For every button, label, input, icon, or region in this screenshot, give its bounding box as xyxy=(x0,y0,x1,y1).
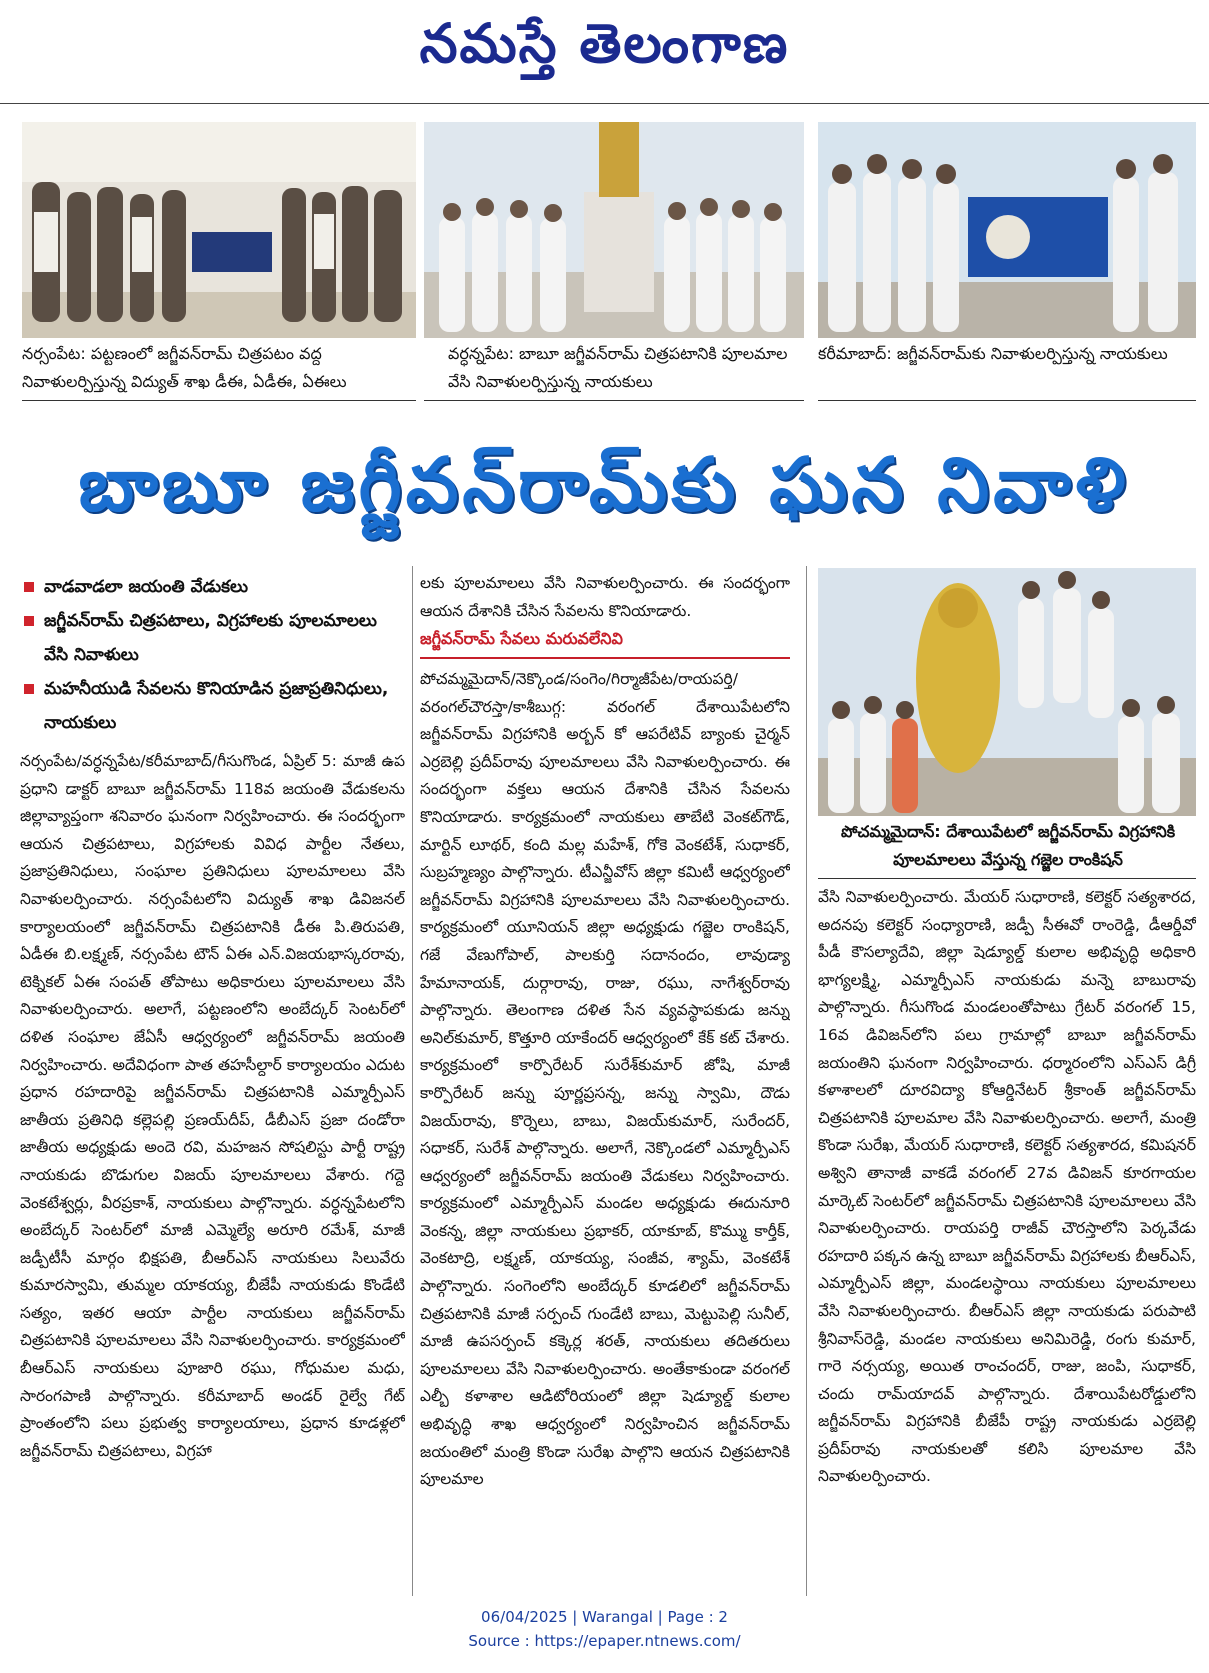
article-column-3 xyxy=(818,884,1196,1596)
highlights-list xyxy=(20,570,405,740)
masthead xyxy=(0,0,1209,104)
highlight-item: మహనీయుడి సేవలను కొనియాడిన ప్రజాప్రతినిధులు, నాయకులు xyxy=(20,672,405,740)
article-text: లకు పూలమాలలు వేసి నివాళులర్పించారు. ఈ సందర్భంగా ఆయన దేశానికి చేసిన సేవలను కొనియాడారు. xyxy=(420,574,790,620)
photo-caption-pochammamaidan: పోచమ్మమైదాన్: దేశాయిపేటలో జగ్జీవన్‌రామ్ విగ్రహానికి పూలమాలలు వేస్తున్న గజ్జెల రాంకిషన్ xyxy=(840,822,1176,869)
photo-caption-karimabad: కరీమాబాద్: జగ్జీవన్‌రామ్‌కు నివాళులర్పిస్తున్న నాయకులు xyxy=(818,344,1168,363)
newspaper-name: నమస్తే తెలంగాణ xyxy=(419,12,790,75)
article-column-2 xyxy=(420,666,790,1596)
photo-caption-wardhannapet: వర్ధన్నపేట: బాబూ జగ్జీవన్‌రామ్ చిత్రపటానికి పూలమాల వేసి నివాళులర్పిస్తున్న నాయకులు xyxy=(448,344,788,391)
highlight-item: జగ్జీవన్‌రామ్ చిత్రపటాలు, విగ్రహాలకు పూలమాలలు వేసి నివాళులు xyxy=(20,604,405,672)
photo-narsampet xyxy=(22,122,416,338)
footer xyxy=(0,1605,1209,1653)
headline: బాబూ జగ్జీవన్‌రామ్‌కు ఘన నివాళి xyxy=(78,442,1130,528)
photo-wardhannapet xyxy=(424,122,804,338)
edition-info: 06/04/2025 | Warangal | Page : 2 xyxy=(481,1608,728,1626)
article-text: నర్సంపేట/వర్ధన్నపేట/కరీమాబాద్/గీసుగొండ, ఏప్రిల్ 5: మాజీ ఉప ప్రధాని డాక్టర్ బాబూ జగ్జీవన్‌రామ్ 118వ జయంతి వేడుకలను జిల్లావ్యాప్తంగా శనివారం ఘనంగా నిర్వహించారు. ఈ సందర్భంగా ఆయన చిత్రపటాలు, విగ్రహాలకు వివిధ పార్టీల నేతలు, ప్రజాప్రతినిధులు, సంఘాల ప్రతినిధులు పూలమాలలు వేసి నివాళులర్పించారు. నర్సంపేటలోని విద్యుత్ శాఖ డివిజనల్ కార్యాలయంలో జగ్జీవన్‌రామ్ చిత్రపటానికి డీఈ పి.తిరుపతి, ఏడీఈ బి.లక్ష్మణ్, నర్సంపేట టౌన్ ఏఈ ఎన్.విజయభాస్కరరావు, టెక్నికల్ ఏఈ సంపత్ తోపాటు అధికారులు పూలమాలలు వేసి నివాళులర్పించారు. అలాగే, పట్టణంలోని అంబేద్కర్ సెంటర్‌లో దళిత సంఘాల జేఏసీ ఆధ్వర్యంలో జగ్జీవన్‌రామ్ జయంతి నిర్వహించారు. అదేవిధంగా పాత తహసీల్దార్ కార్యాలయం ఎదుట ప్రధాన రహదారిపై జగ్జీవన్‌రామ్ చిత్రపటానికి ఎమ్మార్పీఎస్ జాతీయ ప్రతినిధి కల్లెపల్లి ప్రణయ్‌దీప్, డీబీఎస్ ప్రజా దండోరా జాతీయ అధ్యక్షుడు అందె రవి, మహజన సోషలిస్టు పార్టీ రాష్ట్ర నాయకుడు బొడుగుల విజయ్ పూలమాలలు వేశారు. గద్దె వెంకటేశ్వర్లు, వీరప్రకాశ్, నాయకులు పాల్గొన్నారు. వర్ధన్నపేటలోని అంబేద్కర్ సెంటర్‌లో మాజీ ఎమ్మెల్యే అరూరి రమేశ్, మాజీ జడ్పీటీసీ మార్గం భిక్షపతి, బీఆర్‌ఎస్ నాయకులు సిలువేరు కుమారస్వామి, తుమ్మల యాకయ్య, బీజేపీ నాయకుడు కొండేటి సత్యం, ఇతర ఆయా పార్టీల నాయకులు జగ్జీవన్‌రామ్ చిత్రపటానికి పూలమాలలు వేసి నివాళులర్పించారు. కార్యక్రమంలో బీఆర్‌ఎస్ నాయకులు పూజారి రఘు, గోధుమల మధు, సారంగపాణి పాల్గొన్నారు. కరీమాబాద్ అండర్ రైల్వే గేట్ ప్రాంతంలోని పలు ప్రభుత్వ కార్యాలయాలు, ప్రధాన కూడళ్లలో జగ్జీవన్‌రామ్ చిత్రపటాలు, విగ్రహా xyxy=(20,752,405,1460)
photo-karimabad xyxy=(818,122,1196,338)
article-text: వేసి నివాళులర్పించారు. మేయర్ సుధారాణి, కలెక్టర్ సత్యశారద, అదనపు కలెక్టర్ సంధ్యారాణి, జడ్పీ సీఈవో రాంరెడ్డి, డీఆర్డీవో పీడీ కౌసల్యాదేవి, జిల్లా షెడ్యూల్డ్ కులాల అభివృద్ధి అధికారి భాగ్యలక్ష్మి, ఎమ్మార్పీఎస్ నాయకుడు మన్నె బాబురావు పాల్గొన్నారు. గీసుగొండ మండలంతోపాటు గ్రేటర్ వరంగల్ 15, 16వ డివిజన్‌లోని పలు గ్రామాల్లో బాబూ జగ్జీవన్‌రామ్ జయంతిని ఘనంగా నిర్వహించారు. ధర్మారంలోని ఎస్‌ఎస్ డిగ్రీ కళాశాలలో దూరవిద్యా కోఆర్డినేటర్ శ్రీకాంత్ జగ్జీవన్‌రామ్ చిత్రపటానికి పూలమాల వేసి నివాళులర్పించారు. అలాగే, మంత్రి కొండా సురేఖ, మేయర్ సుధారాణి, కలెక్టర్ సత్యశారద, కమిషనర్ అశ్విని తానాజీ వాకడే వరంగల్ 27వ డివిజన్ కూరగాయల మార్కెట్ సెంటర్‌లో జగ్జీవన్‌రామ్ చిత్రపటానికి పూలమాలలు వేసి నివాళులర్పించారు. రాయపర్తి రాజీవ్ చౌరస్తాలోని పెర్కవేడు రహదారి పక్కన ఉన్న బాబూ జగ్జీవన్‌రామ్ విగ్రహాలకు బీఆర్‌ఎస్, ఎమ్మార్పీఎస్ జిల్లా, మండలస్థాయి నాయకులు పూలమాలలు వేసి నివాళులర్పించారు. బీఆర్‌ఎస్ జిల్లా నాయకుడు పరుపాటి శ్రీనివాస్‌రెడ్డి, మండల నాయకులు అనిమిరెడ్డి, రంగు కుమార్, గారె నర్సయ్య, అయిత రాంచందర్, రాజు, జంపి, సుధాకర్, చందు రామ్‌యాదవ్ పాల్గొన్నారు. దేశాయిపేటరోడ్డులోని జగ్జీవన్‌రామ్ విగ్రహానికి బీజేపీ రాష్ట్ర నాయకుడు ఎర్రబెల్లి ప్రదీప్‌రావు నాయకులతో కలిసి పూలమాల వేసి నివాళులర్పించారు. xyxy=(818,888,1196,1486)
article-column-1 xyxy=(20,748,405,1598)
article-text: పోచమ్మమైదాన్/నెక్కొండ/సంగెం/గిర్మాజీపేట/రాయపర్తి/వరంగల్‌చౌరస్తా/కాశీబుగ్గ: వరంగల్ దేశాయిపేటలోని జగ్జీవన్‌రామ్ విగ్రహానికి అర్బన్ కో ఆపరేటివ్ బ్యాంకు చైర్మన్ ఎర్రబెల్లి ప్రదీప్‌రావు పూలమాలలు వేసి నివాళులర్పించారు. ఈ సందర్భంగా వక్తలు ఆయన దేశానికి చేసిన సేవలను కొనియాడారు. కార్యక్రమంలో నాయకులు తాబేటి వెంకట్‌గౌడ్, మార్టిన్ లూథర్, కంది మల్ల మహేశ్, గోకె వెంకటేశ్, సుధాకర్, సుబ్రహ్మణ్యం పాల్గొన్నారు. టీఎన్జీవోస్ జిల్లా కమిటీ ఆధ్వర్యంలో జగ్జీవన్‌రామ్ విగ్రహానికి పూలమాలలు వేసి నివాళులర్పించారు. కార్యక్రమంలో యూనియన్ జిల్లా అధ్యక్షుడు గజ్జెల రాంకిషన్, గజే వేణుగోపాల్, పాలకుర్తి సదానందం, లావుడ్యా హేమానాయక్, దుర్గారావు, రాజు, రఘు, నాగేశ్వర్‌రావు పాల్గొన్నారు. తెలంగాణ దళిత సేన వ్యవస్థాపకుడు జన్ను అనిల్‌కుమార్, కొత్తూరి యాకేందర్ ఆధ్వర్యంలో కేక్ కట్ చేశారు. కార్యక్రమంలో కార్పొరేటర్ సురేశ్‌కుమార్ జోషి, మాజీ కార్పొరేటర్ జన్ను పూర్ణప్రసన్న, జన్ను స్వామి, దౌడు విజయ్‌రావు, కొర్నెలు, బాబు, విజయ్‌కుమార్, సురేందర్, సధాకర్, సురేశ్ పాల్గొన్నారు. అలాగే, నెక్కొండలో ఎమ్మార్పీఎస్ ఆధ్వర్యంలో జగ్జీవన్‌రామ్ జయంతి వేడుకలు నిర్వహించారు. కార్యక్రమంలో ఎమ్మార్పీఎస్ మండల అధ్యక్షుడు ఈదునూరి వెంకన్న, జిల్లా నాయకులు ప్రభాకర్, యాకూబ్, కొమ్ము కార్తీక్, వెంకటాద్రి, లక్ష్మణ్, యాకయ్య, సంజీవ, శ్యామ్, వెంకటేశ్ పాల్గొన్నారు. సంగెంలోని అంబేద్కర్ కూడలిలో జగ్జీవన్‌రామ్ చిత్రపటానికి మాజీ సర్పంచ్ గుండేటి బాబు, మెట్టుపెల్లి సునీల్, మాజీ ఉపసర్పంచ్ కక్కెర్ల శరత్, నాయకులు తదితరులు పూలమాలలు వేసి నివాళులర్పించారు. అంతేకాకుండా వరంగల్ ఎల్బీ కళాశాల ఆడిటోరియంలో జిల్లా షెడ్యూల్డ్ కులాల అభివృద్ధి శాఖ ఆధ్వర్యంలో నిర్వహించిన జగ్జీవన్‌రామ్ జయంతిలో మంత్రి కొండా సురేఖ పాల్గొని ఆయన చిత్రపటానికి పూలమాల xyxy=(420,670,790,1489)
article-column-2-top xyxy=(420,570,790,626)
subheading: జగ్జీవన్‌రామ్ సేవలు మరువలేనివి xyxy=(420,629,623,648)
photo-pochammamaidan xyxy=(818,568,1196,816)
source-link[interactable]: Source : https://epaper.ntnews.com/ xyxy=(468,1632,741,1650)
photo-caption-narsampet: నర్సంపేట: పట్టణంలో జగ్జీవన్‌రామ్ చిత్రపటం వద్ద నివాళులర్పిస్తున్న విద్యుత్ శాఖ డీఈ, ఏడీఈ, ఏఈలు xyxy=(22,344,347,391)
highlight-item: వాడవాడలా జయంతి వేడుకలు xyxy=(20,570,405,604)
